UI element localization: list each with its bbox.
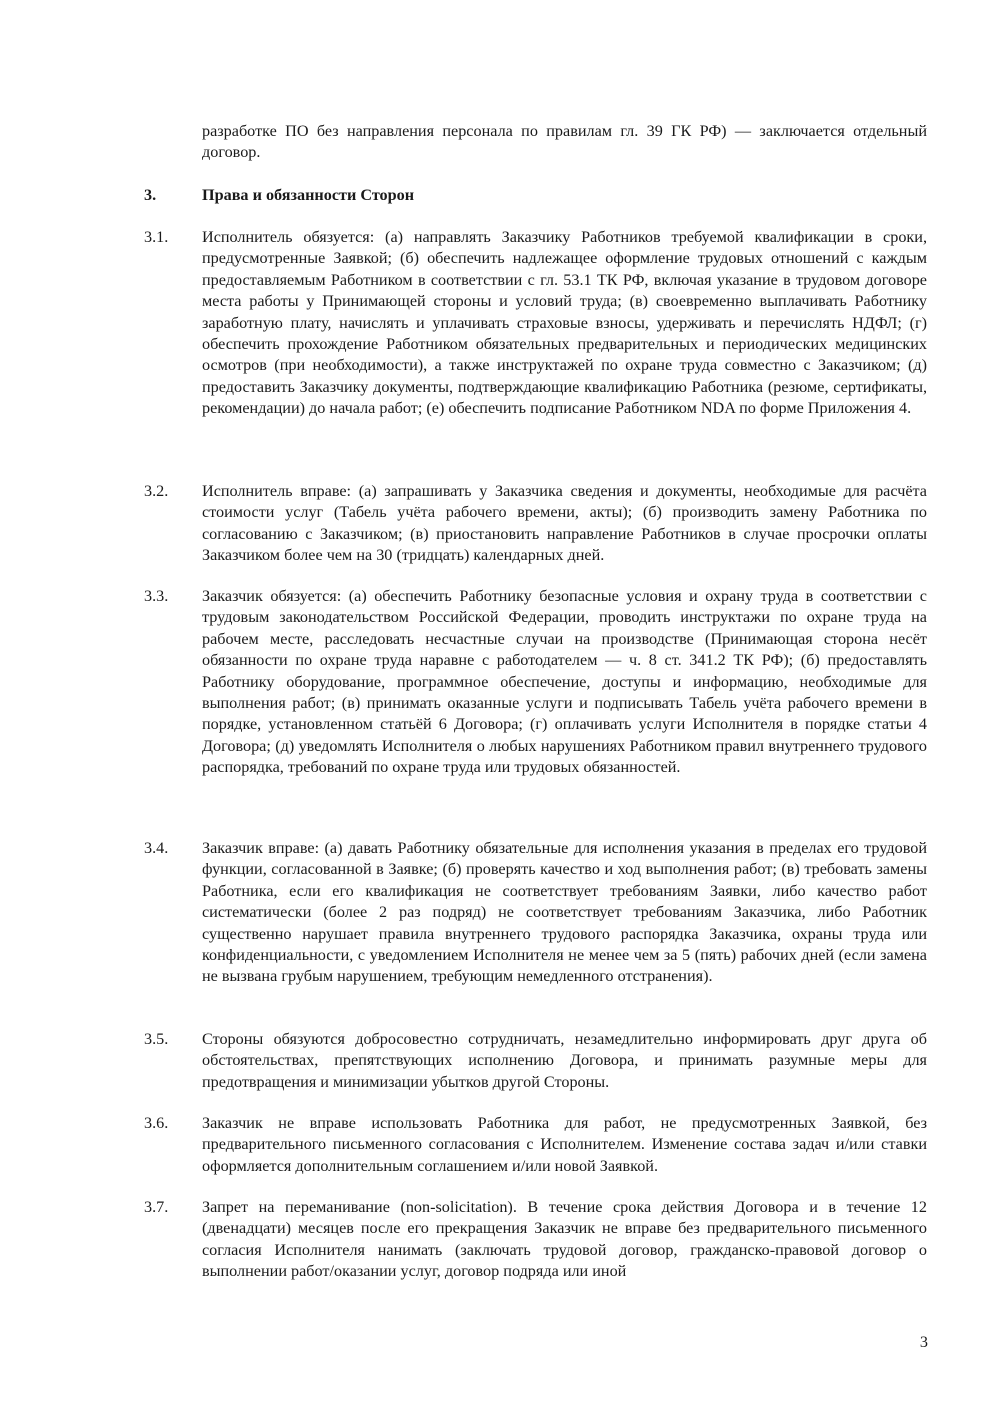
clause-text: Исполнитель обязуется: (а) направлять Заказчику Работников требуемой квалификации в сроки, предусмотренные Заявкой; (б) обеспечить надлежащее оформление трудовых отношений с каждым предоставляемым Работником в соответствии с гл. 53.1 ТК РФ, включая указание в трудовом договоре места работы у Принимающей стороны и условий труда; (в) своевременно выплачивать Работнику заработную плату, начислять и уплачивать страховые взносы, удерживать и перечислять НДФЛ; (г) обеспечить прохождение Работником обязательных предварительных и периодических медицинских осмотров (при необходимости), а также инструктажей по охране труда совместно с Заказчиком; (д) предоставить Заказчику документы, подтверждающие квалификацию Работника (резюме, сертификаты, рекомендации) до начала работ; (е) обеспечить подписание Работником NDA по форме Приложения 4. [202,228,927,418]
clause-number: 3.4. [144,839,169,857]
continuation-paragraph: разработке ПО без направления персонала по правилам гл. 39 ГК РФ) — заключается отдельный договор. [202,122,927,162]
clause-number: 3.3. [144,587,169,605]
page-number: 3 [919,1333,928,1351]
section-title: Права и обязанности Сторон [202,186,415,204]
clause-text: Заказчик вправе: (а) давать Работнику обязательные для исполнения указания в пределах его трудовой функции, согласованной в Заявке; (б) проверять качество и ход выполнения работ; (в) требовать замены Работника, если его квалификация не соответствует требованиям Заявки, либо качество работ систематически (более 2 раз подряд) не соответствует требованиям Заказчика, либо Работник существенно нарушает правила внутреннего трудового распорядка Заказчика, охраны труда или конфиденциальности, с уведомлением Исполнителя не менее чем за 5 (пять) рабочих дней (если замена не вызвана грубым нарушением, требующим немедленного отстранения). [202,839,927,986]
clause-number: 3.2. [144,482,169,500]
clause-text: Заказчик не вправе использовать Работника для работ, не предусмотренных Заявкой, без предварительного письменного согласования с Исполнителем. Изменение состава задач и/или ставки оформляется дополнительным соглашением и/или новой Заявкой. [202,1114,927,1175]
clause-text: Стороны обязуются добросовестно сотрудничать, незамедлительно информировать друг друга об обстоятельствах, препятствующих исполнению Договора, и принимать разумные меры для предотвращения и минимизации убытков другой Стороны. [202,1030,927,1091]
section-number: 3. [144,186,157,204]
clause-text: Исполнитель вправе: (а) запрашивать у Заказчика сведения и документы, необходимые для расчёта стоимости услуг (Табель учёта рабочего времени, акты); (б) производить замену Работника по согласованию с Заказчиком; (в) приостановить направление Работников в случае просрочки оплаты Заказчиком более чем на 30 (тридцать) календарных дней. [202,482,927,565]
clause-number: 3.7. [144,1198,169,1216]
clause-number: 3.1. [144,228,169,246]
clause-number: 3.6. [144,1114,169,1132]
clause-number: 3.5. [144,1030,169,1048]
clause-text: Заказчик обязуется: (а) обеспечить Работнику безопасные условия и охрану труда в соответствии с трудовым законодательством Российской Федерации, проводить инструктажи по охране труда на рабочем месте, расследовать несчастные случаи на производстве (Принимающая сторона несёт обязанности по охране труда наравне с работодателем — ч. 8 ст. 341.2 ТК РФ); (б) предоставлять Работнику оборудование, программное обеспечение, доступы и информацию, необходимые для выполнения работ; (в) принимать оказанные услуги и подписывать Табель учёта рабочего времени в порядке, установленном статьёй 6 Договора; (г) оплачивать услуги Исполнителя в порядке статьи 4 Договора; (д) уведомлять Исполнителя о любых нарушениях Работником правил внутреннего трудового распорядка, требований по охране труда или трудовых обязанностей. [202,587,927,777]
clause-text: Запрет на переманивание (non-solicitation). В течение срока действия Договора и в течение 12 (двенадцати) месяцев после его прекращения Заказчик не вправе без предварительного письменного согласия Исполнителя нанимать (заключать трудовой договор, гражданско-правовой договор о выполнении работ/оказании услуг, договор подряда или иной [202,1198,927,1281]
